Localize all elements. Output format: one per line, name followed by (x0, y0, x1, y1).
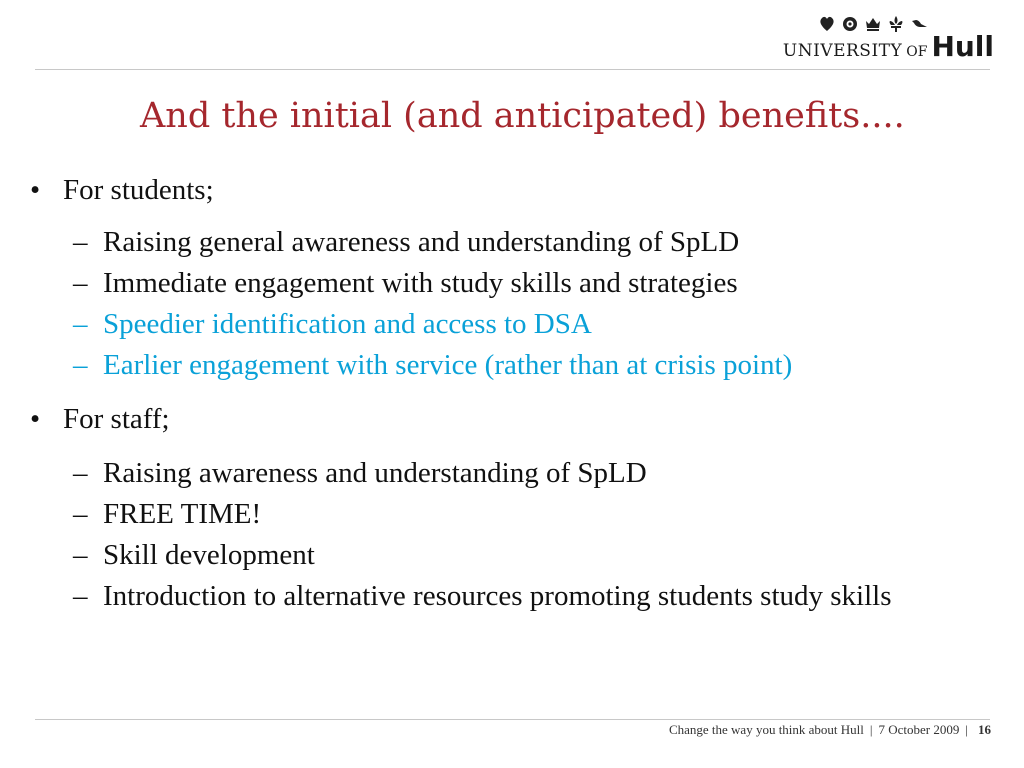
bullet-text: For staff; (63, 403, 170, 435)
footer-tagline: Change the way you think about Hull (668, 722, 864, 737)
bullet-staff (30, 399, 990, 440)
footer-divider (35, 719, 990, 720)
subitem (30, 222, 990, 263)
dash-marker: – (73, 539, 88, 571)
university-logo (782, 14, 994, 63)
dash-marker: – (73, 349, 88, 381)
slide-title: And the initial (and anticipated) benefits.... (140, 96, 905, 136)
footer-separator: | (869, 722, 873, 737)
dash-marker: – (73, 308, 88, 340)
subitem-highlighted (30, 345, 990, 386)
logo-university-text: UNIVERSITY (782, 41, 903, 61)
subitem (30, 453, 990, 494)
subitem (30, 576, 990, 617)
slide-content (30, 170, 990, 617)
footer-separator: | (965, 722, 968, 737)
bullet-dot: • (30, 403, 41, 435)
logo-wordmark (783, 30, 994, 63)
subitem (30, 494, 990, 535)
subitem-text: Speedier identification and access to DSA (103, 308, 592, 340)
dash-marker: – (73, 267, 88, 299)
bullet-dot: • (30, 174, 41, 206)
header-divider (35, 69, 990, 70)
subitem-text: Introduction to alternative resources promoting students study skills (103, 580, 892, 612)
subitem (30, 263, 990, 304)
logo-hull-text: Hull (931, 30, 994, 63)
dash-marker: – (73, 457, 88, 489)
slide-footer (669, 722, 991, 738)
dash-marker: – (73, 226, 88, 258)
subitem-highlighted (30, 304, 990, 345)
page-number: 16 (978, 722, 991, 737)
subitem-text: Raising awareness and understanding of SpLD (103, 457, 647, 489)
subitem-text: Raising general awareness and understanding of SpLD (103, 226, 740, 258)
subitem-text: Immediate engagement with study skills and strategies (103, 267, 738, 299)
subitem-text: Earlier engagement with service (rather than at crisis point) (103, 349, 793, 381)
bullet-text: For students; (63, 174, 214, 206)
dash-marker: – (73, 498, 88, 530)
bullet-students (30, 170, 990, 211)
subitem-text: FREE TIME! (103, 498, 262, 530)
subitem-text: Skill development (103, 539, 315, 571)
footer-date: 7 October 2009 (878, 722, 960, 737)
logo-of-text: OF (906, 44, 928, 60)
subitem (30, 535, 990, 576)
dash-marker: – (73, 580, 88, 612)
